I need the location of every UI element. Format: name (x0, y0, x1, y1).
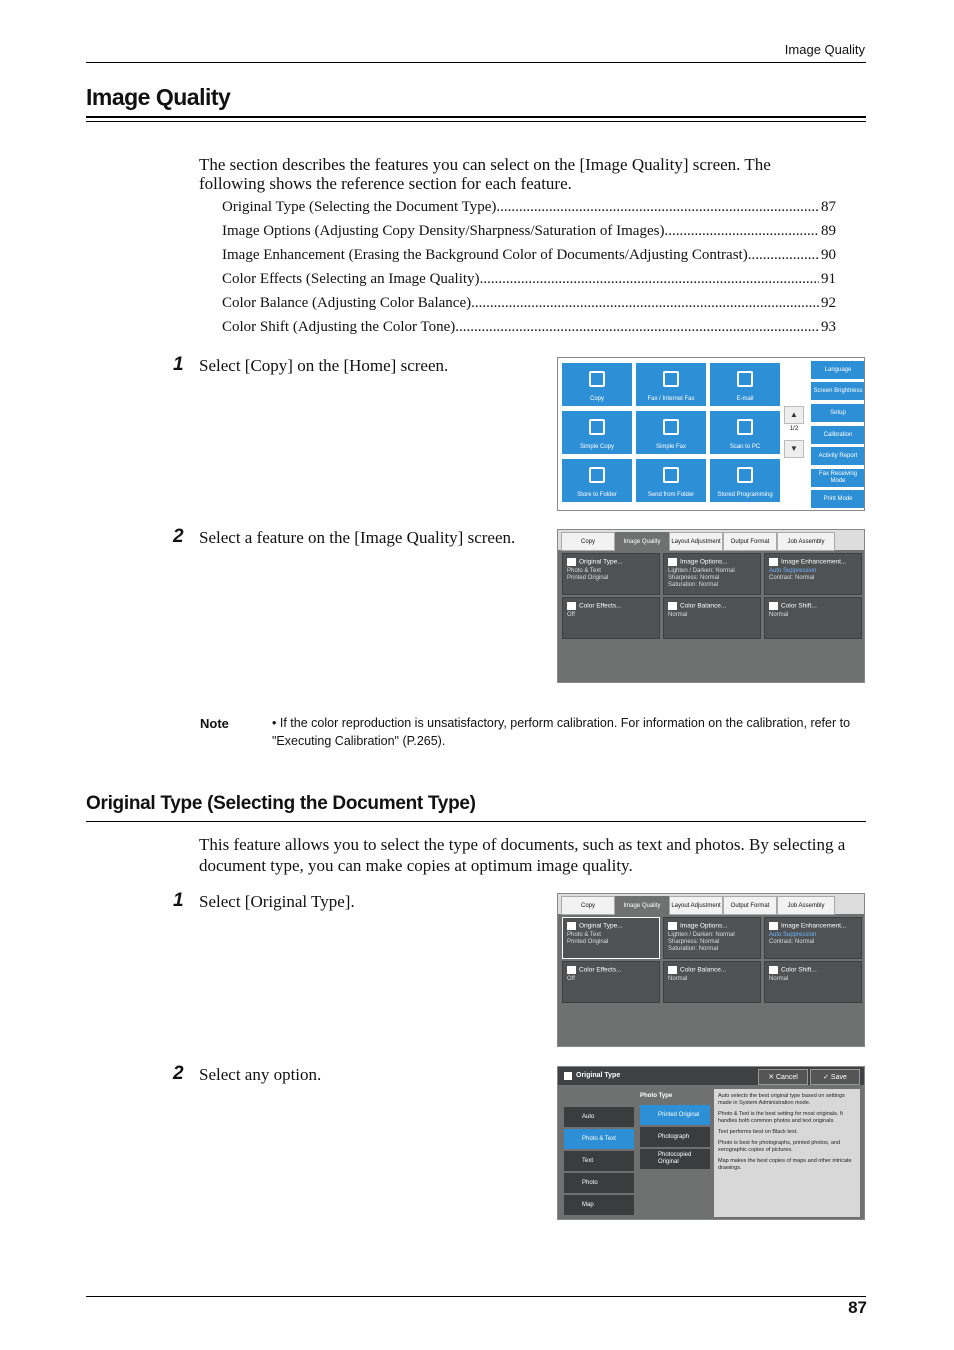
print-mode-button[interactable]: Print Mode (811, 490, 865, 508)
description-panel: Auto selects the best original type based on settings made in System Administration mode. Photo & Text is the best setting for most originals. It handles both common photos and text originals. Text performs best on Black text. Photo is best for photographs, printed photos, and xerographic copies of pictures. Map makes the best copies of maps and other intricate drawings. (714, 1089, 860, 1217)
running-header: Image Quality (784, 42, 865, 57)
setup-button[interactable]: Setup (811, 404, 865, 422)
photo-type-printed-button[interactable]: Printed Original (640, 1105, 710, 1125)
tab-copy[interactable]: Copy (561, 532, 615, 551)
save-icon (737, 467, 753, 483)
scan-to-pc-tile[interactable]: Scan to PC (710, 411, 780, 454)
step-text: Select [Original Type]. (199, 892, 355, 911)
footer-rule (86, 1296, 866, 1297)
toc-entry[interactable]: Color Shift (Adjusting the Color Tone) ..... 93 (222, 315, 836, 339)
tab-bar (558, 530, 864, 550)
toc-list (222, 195, 836, 339)
original-type-card[interactable]: Original Type... Photo & Text Printed Original (562, 553, 660, 595)
original-type-screenshot (557, 1066, 865, 1220)
step-number: 1 (173, 354, 184, 375)
activity-report-button[interactable]: Activity Report (811, 447, 865, 465)
photo-type-photograph-button[interactable]: Photograph (640, 1127, 710, 1147)
tab-copy[interactable]: Copy (561, 896, 615, 915)
save-button[interactable]: ✓ Save (810, 1069, 860, 1085)
toc-entry[interactable]: Image Options (Adjusting Copy Density/Sharpness/Saturation of Images) ..... 89 (222, 219, 836, 243)
dialog-title: Original Type (576, 1072, 621, 1079)
photo-type-photocopied-button[interactable]: Photocopied Original (640, 1149, 710, 1169)
step-number: 1 (173, 890, 184, 911)
screen-brightness-button[interactable]: Screen Brightness (811, 382, 865, 400)
bullet: • (272, 716, 277, 730)
tab-output-format[interactable]: Output Format (723, 896, 777, 915)
tab-image-quality[interactable]: Image Quality (615, 896, 669, 915)
simple-copy-tile[interactable]: Simple Copy (562, 411, 632, 454)
dialog-header (558, 1067, 864, 1085)
toc-entry[interactable]: Color Balance (Adjusting Color Balance) ..... 92 (222, 291, 836, 315)
step-text: Select [Copy] on the [Home] screen. (199, 356, 449, 375)
step-number: 2 (173, 1063, 184, 1084)
subsection-title: Original Type (Selecting the Document Type) (86, 793, 476, 814)
stored-programming-tile[interactable]: Stored Programming (710, 459, 780, 502)
type-auto-button[interactable]: Auto (564, 1107, 634, 1127)
color-balance-card[interactable]: Color Balance... Normal (663, 597, 761, 639)
header-rule (86, 62, 866, 63)
tab-output-format[interactable]: Output Format (723, 532, 777, 551)
check-icon: ✓ (823, 1074, 831, 1081)
home-screen-screenshot (557, 357, 865, 511)
color-shift-card[interactable]: Color Shift... Normal (764, 961, 862, 1003)
tab-bar (558, 894, 864, 914)
color-effects-card[interactable]: Color Effects... Off (562, 961, 660, 1003)
toc-entry[interactable]: Color Effects (Selecting an Image Quality) ..... 91 (222, 267, 836, 291)
subsection-intro: This feature allows you to select the type of documents, such as text and photos. By selecting a document type, you can make copies at optimum image quality. (199, 835, 846, 875)
scroll-up-button[interactable]: ▲ (784, 406, 804, 424)
type-map-button[interactable]: Map (564, 1195, 634, 1215)
image-quality-screenshot (557, 529, 865, 683)
copy-icon (589, 419, 605, 435)
fax-icon (663, 419, 679, 435)
close-icon: ✕ (768, 1074, 776, 1081)
type-text-button[interactable]: Text (564, 1151, 634, 1171)
intro-paragraph: The section describes the features you can select on the [Image Quality] screen. The following shows the reference section for each feature. (199, 155, 771, 193)
note-text: • If the color reproduction is unsatisfactory, perform calibration. For information on the calibration, refer to "Executing Calibration" (P.265). (272, 716, 851, 748)
tab-layout-adjustment[interactable]: Layout Adjustment (669, 532, 723, 551)
tab-image-quality[interactable]: Image Quality (615, 532, 669, 551)
image-quality-screenshot-2 (557, 893, 865, 1047)
copy-icon (589, 371, 605, 387)
title-rule-thin (86, 121, 866, 122)
calibration-button[interactable]: Calibration (811, 426, 865, 444)
copy-tile[interactable]: Copy (562, 363, 632, 406)
type-photo-text-button[interactable]: Photo & Text (564, 1129, 634, 1149)
fax-icon (663, 371, 679, 387)
color-effects-card[interactable]: Color Effects... Off (562, 597, 660, 639)
section-title: Image Quality (86, 84, 231, 110)
toc-entry[interactable]: Image Enhancement (Erasing the Background Color of Documents/Adjusting Contrast) ..... 90 (222, 243, 836, 267)
fax-receiving-mode-button[interactable]: Fax Receiving Mode (811, 469, 865, 487)
tab-job-assembly[interactable]: Job Assembly (777, 532, 835, 551)
simple-fax-tile[interactable]: Simple Fax (636, 411, 706, 454)
folder-in-icon (589, 467, 605, 483)
folder-out-icon (663, 467, 679, 483)
note-label: Note (200, 716, 229, 731)
store-to-folder-tile[interactable]: Store to Folder (562, 459, 632, 502)
page-number: 87 (848, 1298, 867, 1317)
page-indicator: 1/2 (789, 426, 799, 432)
email-tile[interactable]: E-mail (710, 363, 780, 406)
fax-tile[interactable]: Fax / Internet Fax (636, 363, 706, 406)
color-balance-card[interactable]: Color Balance... Normal (663, 961, 761, 1003)
image-enhancement-card[interactable]: Image Enhancement... Auto Suppression Contrast: Normal (764, 917, 862, 959)
toc-entry[interactable]: Original Type (Selecting the Document Type) ..... 87 (222, 195, 836, 219)
tab-job-assembly[interactable]: Job Assembly (777, 896, 835, 915)
document-icon (564, 1072, 572, 1080)
scroll-down-button[interactable]: ▼ (784, 440, 804, 458)
cancel-button[interactable]: ✕ Cancel (758, 1069, 808, 1085)
title-rule (86, 116, 866, 118)
color-shift-card[interactable]: Color Shift... Normal (764, 597, 862, 639)
monitor-icon (737, 419, 753, 435)
type-photo-button[interactable]: Photo (564, 1173, 634, 1193)
language-button[interactable]: Language (811, 361, 865, 379)
original-type-card[interactable]: Original Type... Photo & Text Printed Original (562, 917, 660, 959)
email-icon (737, 371, 753, 387)
step-text: Select any option. (199, 1065, 322, 1084)
step-text: Select a feature on the [Image Quality] screen. (199, 528, 516, 547)
subsection-rule (86, 821, 866, 822)
image-options-card[interactable]: Image Options... Lighten / Darken: Normal Sharpness: Normal Saturation: Normal (663, 553, 761, 595)
image-enhancement-card[interactable]: Image Enhancement... Auto Suppression Contrast: Normal (764, 553, 862, 595)
image-options-card[interactable]: Image Options... Lighten / Darken: Normal Sharpness: Normal Saturation: Normal (663, 917, 761, 959)
photo-type-label: Photo Type (640, 1093, 673, 1099)
step-number: 2 (173, 526, 184, 547)
send-from-folder-tile[interactable]: Send from Folder (636, 459, 706, 502)
tab-layout-adjustment[interactable]: Layout Adjustment (669, 896, 723, 915)
